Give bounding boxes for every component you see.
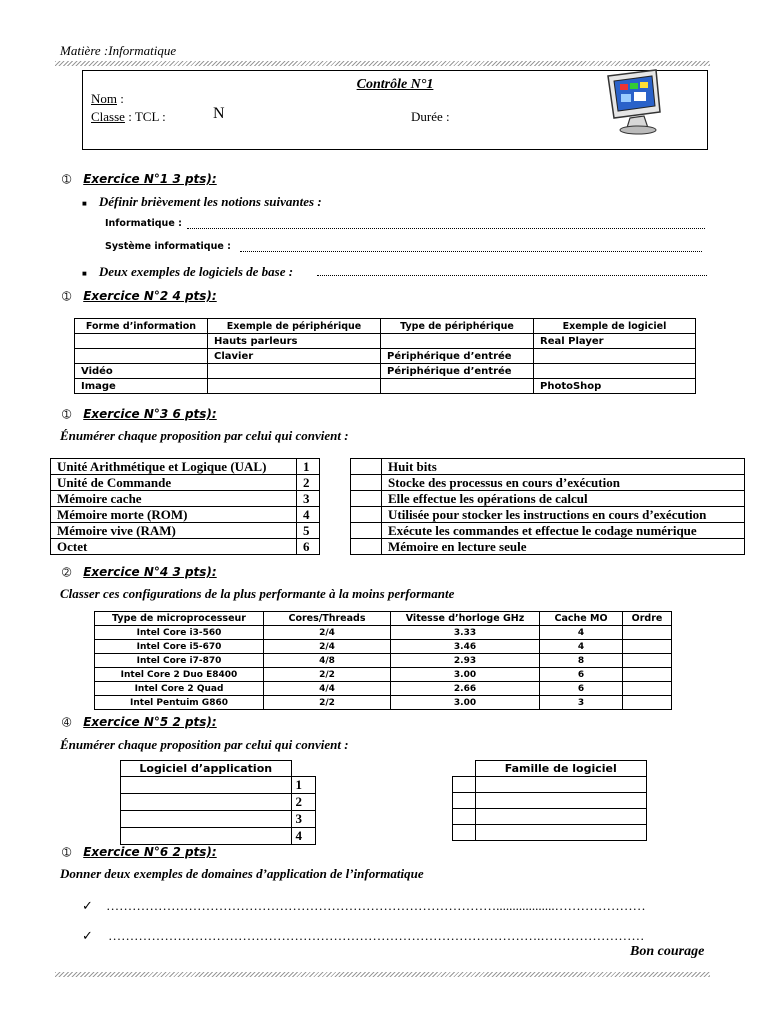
table-row <box>75 364 696 379</box>
ex3-right-table <box>350 458 745 555</box>
table-cell[interactable] <box>75 349 208 364</box>
order-cell[interactable] <box>623 668 672 682</box>
checkmark-icon: ✓ <box>82 928 93 943</box>
order-cell[interactable] <box>623 682 672 696</box>
table-row <box>75 334 696 349</box>
table-cell: Intel Core i5-670 <box>95 640 264 654</box>
table-row <box>95 626 672 640</box>
table-row <box>453 809 647 825</box>
ex6-answer-line-1[interactable] <box>82 898 646 914</box>
number-one-icon: ➀ <box>62 846 72 859</box>
table-header-spacer <box>291 761 316 777</box>
table-cell: Hauts parleurs <box>208 334 381 349</box>
order-cell[interactable] <box>623 626 672 640</box>
n-mark: N <box>213 105 225 122</box>
table-header: Famille de logiciel <box>475 761 647 777</box>
ex1-bullet2-text: Deux exemples de logiciels de base : <box>98 264 294 279</box>
table-row <box>351 507 745 523</box>
ex5-right-table <box>452 760 647 841</box>
table-cell: Exécute les commandes et effectue le codage numérique <box>382 523 745 539</box>
table-cell[interactable] <box>75 334 208 349</box>
table-cell: 3 <box>297 491 320 507</box>
table-row <box>51 459 320 475</box>
table-row <box>51 539 320 555</box>
table-header: Logiciel d’application <box>121 761 292 777</box>
answer-cell[interactable] <box>351 539 382 555</box>
answer-cell[interactable] <box>475 793 647 809</box>
top-divider <box>55 61 710 66</box>
table-cell: 6 <box>297 539 320 555</box>
table-cell: Utilisée pour stocker les instructions en cours d’exécution <box>382 507 745 523</box>
ex1-title: Exercice N°1 3 pts): <box>83 172 217 186</box>
nom-suffix: : <box>117 91 124 106</box>
number-one-icon: ➀ <box>62 173 72 186</box>
table-cell[interactable] <box>208 379 381 394</box>
table-row <box>51 475 320 491</box>
table-cell: 2/2 <box>264 668 391 682</box>
table-cell[interactable] <box>381 379 534 394</box>
table-cell: 1 <box>291 777 316 794</box>
informatique-label: Informatique : <box>105 218 182 229</box>
table-cell: Périphérique d’entrée <box>381 364 534 379</box>
table-cell[interactable] <box>534 349 696 364</box>
duree-field: Durée : <box>411 109 450 124</box>
table-cell: Mémoire vive (RAM) <box>51 523 297 539</box>
table-header: Ordre <box>623 612 672 626</box>
answer-cell[interactable] <box>453 809 476 825</box>
informatique-answer-line[interactable] <box>187 227 705 229</box>
table-cell: 4/8 <box>264 654 391 668</box>
classe-value: : TCL : <box>124 109 166 124</box>
table-cell: Intel Core i7-870 <box>95 654 264 668</box>
table-row <box>75 349 696 364</box>
table-header: Type de périphérique <box>381 319 534 334</box>
table-row <box>453 777 647 793</box>
table-cell: Vidéo <box>75 364 208 379</box>
answer-cell[interactable] <box>351 523 382 539</box>
answer-cell[interactable] <box>475 825 647 841</box>
answer-cell[interactable] <box>475 809 647 825</box>
table-cell: 2 <box>297 475 320 491</box>
ex2-title: Exercice N°2 4 pts): <box>83 289 217 303</box>
exam-title: Contrôle N°1 <box>356 77 434 92</box>
order-cell[interactable] <box>623 640 672 654</box>
table-header-row <box>75 319 696 334</box>
table-row <box>351 491 745 507</box>
table-header-row <box>453 761 647 777</box>
table-row <box>121 777 316 794</box>
ex1-heading <box>62 170 217 188</box>
table-row <box>95 668 672 682</box>
table-row <box>95 696 672 710</box>
table-cell: Clavier <box>208 349 381 364</box>
table-cell: 3.00 <box>391 696 540 710</box>
table-row <box>121 811 316 828</box>
order-cell[interactable] <box>623 654 672 668</box>
table-row <box>95 640 672 654</box>
classe-field <box>91 109 166 125</box>
table-header: Exemple de logiciel <box>534 319 696 334</box>
table-cell: Elle effectue les opérations de calcul <box>382 491 745 507</box>
ex5-heading <box>62 713 217 731</box>
table-cell: 3 <box>291 811 316 828</box>
ex6-instruction: Donner deux exemples de domaines d’application de l’informatique <box>60 866 424 881</box>
ex5-instruction: Énumérer chaque proposition par celui qui convient : <box>60 737 349 752</box>
table-cell: 4/4 <box>264 682 391 696</box>
computer-icon <box>600 68 670 136</box>
table-cell[interactable] <box>208 364 381 379</box>
ex6-answer-line-2[interactable] <box>82 928 644 944</box>
square-bullet-icon: ■ <box>82 199 87 208</box>
ex3-title: Exercice N°3 6 pts): <box>83 407 217 421</box>
table-row <box>351 475 745 491</box>
answer-cell[interactable] <box>453 825 476 841</box>
answer-cell[interactable] <box>453 777 476 793</box>
table-cell: Image <box>75 379 208 394</box>
ex3-instruction: Énumérer chaque proposition par celui qui convient : <box>60 428 349 443</box>
ex4-instruction: Classer ces configurations de la plus performante à la moins performante <box>60 586 455 601</box>
nom-field <box>91 91 124 107</box>
table-row <box>51 491 320 507</box>
table-cell: 3.46 <box>391 640 540 654</box>
checkmark-icon: ✓ <box>82 898 93 913</box>
table-header: Cache MO <box>540 612 623 626</box>
ex1-bullet1 <box>82 193 322 211</box>
table-cell: 3 <box>540 696 623 710</box>
answer-cell[interactable] <box>121 794 292 811</box>
table-cell: Périphérique d’entrée <box>381 349 534 364</box>
ex1-bullet2 <box>82 263 293 281</box>
table-cell: Unité de Commande <box>51 475 297 491</box>
table-cell: 4 <box>297 507 320 523</box>
table-cell: 8 <box>540 654 623 668</box>
table-row <box>351 459 745 475</box>
answer-cell[interactable] <box>351 475 382 491</box>
answer-cell[interactable] <box>351 491 382 507</box>
answer-dots: ……………………………………………………………………………………….…………………… <box>108 928 645 943</box>
table-row <box>453 825 647 841</box>
ex4-title: Exercice N°4 3 pts): <box>83 565 217 579</box>
table-cell: Mémoire cache <box>51 491 297 507</box>
table-cell: Intel Core 2 Quad <box>95 682 264 696</box>
ex5-title: Exercice N°5 2 pts): <box>83 715 217 729</box>
bottom-divider <box>55 972 710 977</box>
number-four-icon: ➃ <box>62 716 72 729</box>
table-cell: PhotoShop <box>534 379 696 394</box>
answer-cell[interactable] <box>453 793 476 809</box>
table-cell: 6 <box>540 682 623 696</box>
table-cell[interactable] <box>381 334 534 349</box>
table-row <box>351 539 745 555</box>
table-row <box>75 379 696 394</box>
table-cell: Real Player <box>534 334 696 349</box>
table-row <box>351 523 745 539</box>
square-bullet-icon: ■ <box>82 269 87 278</box>
table-cell: Octet <box>51 539 297 555</box>
table-cell: Unité Arithmétique et Logique (UAL) <box>51 459 297 475</box>
table-cell[interactable] <box>534 364 696 379</box>
table-cell: 2 <box>291 794 316 811</box>
answer-cell[interactable] <box>121 811 292 828</box>
table-row <box>95 682 672 696</box>
table-cell: 3.33 <box>391 626 540 640</box>
table-row <box>95 654 672 668</box>
ex1-bullet1-text: Définir brièvement les notions suivantes : <box>98 194 322 209</box>
table-cell: 2/4 <box>264 626 391 640</box>
table-cell: 2/4 <box>264 640 391 654</box>
table-header: Vitesse d’horloge GHz <box>391 612 540 626</box>
table-cell: Intel Core 2 Duo E8400 <box>95 668 264 682</box>
table-cell: Intel Core i3-560 <box>95 626 264 640</box>
ex4-table <box>94 611 672 710</box>
table-header: Forme d’information <box>75 319 208 334</box>
table-cell: 1 <box>297 459 320 475</box>
table-header-spacer <box>453 761 476 777</box>
table-header-row <box>95 612 672 626</box>
table-cell: 6 <box>540 668 623 682</box>
table-cell: 4 <box>540 640 623 654</box>
systeme-label: Système informatique : <box>105 241 231 252</box>
table-row <box>121 794 316 811</box>
table-cell: 4 <box>540 626 623 640</box>
ex6-title: Exercice N°6 2 pts): <box>83 845 217 859</box>
table-cell: Huit bits <box>382 459 745 475</box>
logiciels-answer-line[interactable] <box>317 274 707 276</box>
answer-cell[interactable] <box>351 459 382 475</box>
table-cell: Stocke des processus en cours d’exécution <box>382 475 745 491</box>
ex4-heading <box>62 563 217 581</box>
systeme-answer-line[interactable] <box>240 250 702 252</box>
ex3-left-table <box>50 458 320 555</box>
table-cell: Intel Pentuim G860 <box>95 696 264 710</box>
table-header: Exemple de périphérique <box>208 319 381 334</box>
answer-cell[interactable] <box>121 828 292 845</box>
answer-dots: ………………………………………………………………………………..................………………… <box>106 898 646 913</box>
table-cell: 2/2 <box>264 696 391 710</box>
order-cell[interactable] <box>623 696 672 710</box>
ex3-heading <box>62 405 217 423</box>
table-cell: Mémoire morte (ROM) <box>51 507 297 523</box>
ex6-heading <box>62 843 217 861</box>
ex5-left-table <box>120 760 316 845</box>
table-cell: 4 <box>291 828 316 845</box>
number-one-icon: ➀ <box>62 290 72 303</box>
table-cell: 2.93 <box>391 654 540 668</box>
ex2-heading <box>62 287 217 305</box>
classe-label: Classe <box>91 109 125 124</box>
table-row <box>51 523 320 539</box>
table-row <box>51 507 320 523</box>
table-row <box>453 793 647 809</box>
answer-cell[interactable] <box>351 507 382 523</box>
table-header: Type de microprocesseur <box>95 612 264 626</box>
nom-label: Nom <box>91 91 117 106</box>
table-cell: Mémoire en lecture seule <box>382 539 745 555</box>
number-two-icon: ➁ <box>62 566 72 579</box>
table-row <box>121 828 316 845</box>
table-header-row <box>121 761 316 777</box>
answer-cell[interactable] <box>121 777 292 794</box>
subject-label: Matière :Informatique <box>60 43 177 58</box>
ex2-table <box>74 318 696 394</box>
table-header: Cores/Threads <box>264 612 391 626</box>
answer-cell[interactable] <box>475 777 647 793</box>
table-cell: 2.66 <box>391 682 540 696</box>
bon-courage: Bon courage <box>630 944 705 959</box>
table-cell: 5 <box>297 523 320 539</box>
table-cell: 3.00 <box>391 668 540 682</box>
number-one-icon: ➀ <box>62 408 72 421</box>
